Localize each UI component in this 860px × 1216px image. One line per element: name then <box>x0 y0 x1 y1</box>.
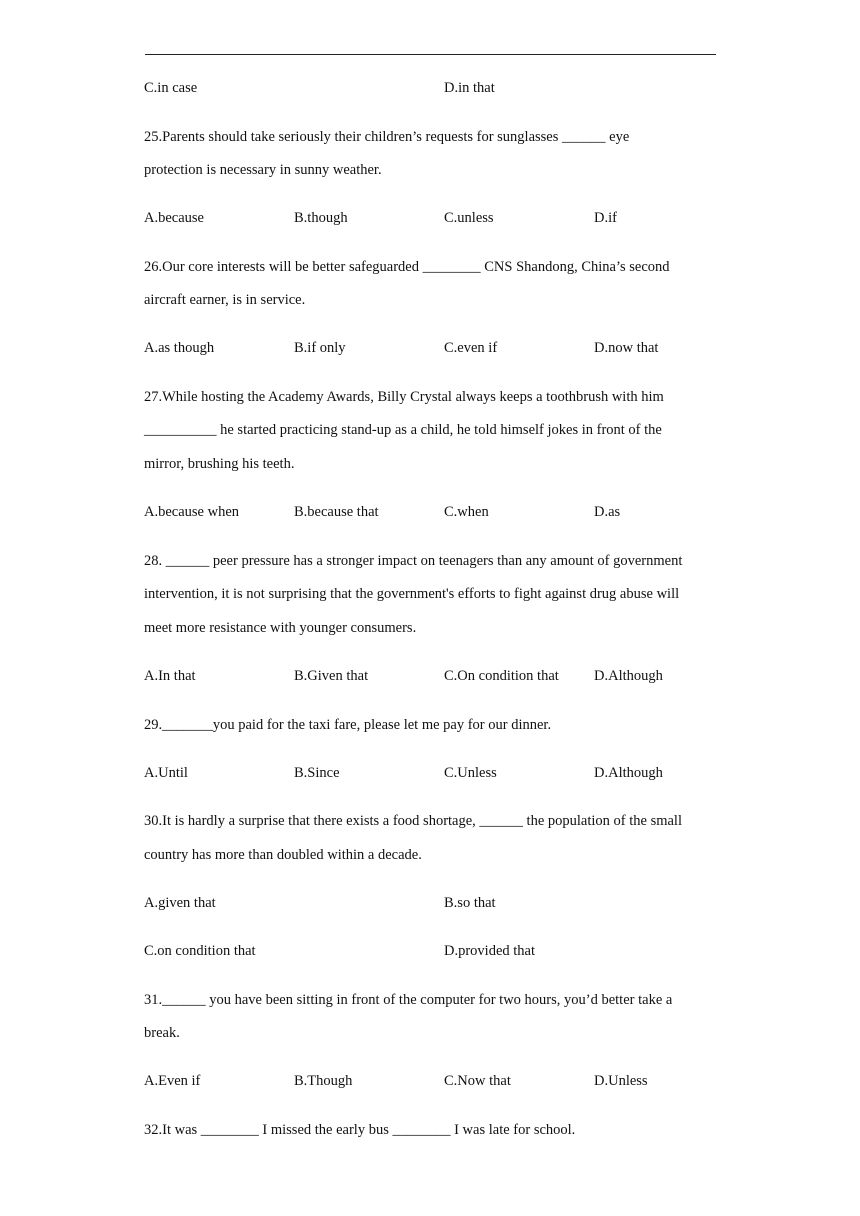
q31-text-line2: break. <box>144 1025 180 1041</box>
q29-option-a: A.Until <box>144 765 188 781</box>
q28-option-a: A.In that <box>144 668 196 684</box>
q26-option-a: A.as though <box>144 340 215 356</box>
q28-text-line1: 28. ______ peer pressure has a stronger impact on teenagers than any amount of government <box>144 553 683 569</box>
q29-option-b: B.Since <box>294 765 340 781</box>
q25-option-d: D.if <box>594 210 617 226</box>
q31-option-a: A.Even if <box>144 1073 201 1089</box>
q26-option-c: C.even if <box>444 340 498 356</box>
q24-option-c: C.in case <box>144 80 198 96</box>
q30-option-d: D.provided that <box>444 943 536 959</box>
q27-text-line3: mirror, brushing his teeth. <box>144 456 295 472</box>
q31-option-d: D.Unless <box>594 1073 648 1089</box>
q27-option-d: D.as <box>594 504 621 520</box>
q29-option-c: C.Unless <box>444 765 497 781</box>
q27-text-line2: __________ he started practicing stand-up as a child, he told himself jokes in front of the <box>144 422 662 438</box>
q25-option-c: C.unless <box>444 210 494 226</box>
q28-option-c: C.On condition that <box>444 668 559 684</box>
q30-option-a: A.given that <box>144 895 216 911</box>
q25-option-b: B.though <box>294 210 348 226</box>
q26-option-d: D.now that <box>594 340 659 356</box>
q28-text-line2: intervention, it is not surprising that the government's efforts to fight against drug abuse will <box>144 586 680 602</box>
header-rule <box>145 54 716 55</box>
q30-option-c: C.on condition that <box>144 943 256 959</box>
q25-text-line2: protection is necessary in sunny weather. <box>144 162 382 178</box>
q29-option-d: D.Although <box>594 765 663 781</box>
q25-option-a: A.because <box>144 210 204 226</box>
q31-option-b: B.Though <box>294 1073 353 1089</box>
q28-option-b: B.Given that <box>294 668 369 684</box>
q28-option-d: D.Although <box>594 668 663 684</box>
q30-option-b: B.so that <box>444 895 496 911</box>
q31-text-line1: 31.______ you have been sitting in front of the computer for two hours, you’d better take a <box>144 992 673 1008</box>
q24-option-d: D.in that <box>444 80 495 96</box>
q26-text-line1: 26.Our core interests will be better safeguarded ________ CNS Shandong, China’s second <box>144 259 670 275</box>
q27-option-c: C.when <box>444 504 489 520</box>
q32-text-line1: 32.It was ________ I missed the early bus ________ I was late for school. <box>144 1122 576 1138</box>
q26-option-b: B.if only <box>294 340 346 356</box>
q29-text-line1: 29._______you paid for the taxi fare, please let me pay for our dinner. <box>144 717 552 733</box>
q30-text-line2: country has more than doubled within a decade. <box>144 847 422 863</box>
q25-text-line1: 25.Parents should take seriously their children’s requests for sunglasses ______ eye <box>144 129 630 145</box>
q31-option-c: C.Now that <box>444 1073 511 1089</box>
q27-text-line1: 27.While hosting the Academy Awards, Billy Crystal always keeps a toothbrush with him <box>144 389 664 405</box>
q27-option-a: A.because when <box>144 504 240 520</box>
q26-text-line2: aircraft earner, is in service. <box>144 292 306 308</box>
q28-text-line3: meet more resistance with younger consumers. <box>144 620 417 636</box>
q27-option-b: B.because that <box>294 504 379 520</box>
q30-text-line1: 30.It is hardly a surprise that there exists a food shortage, ______ the population of the small <box>144 813 682 829</box>
